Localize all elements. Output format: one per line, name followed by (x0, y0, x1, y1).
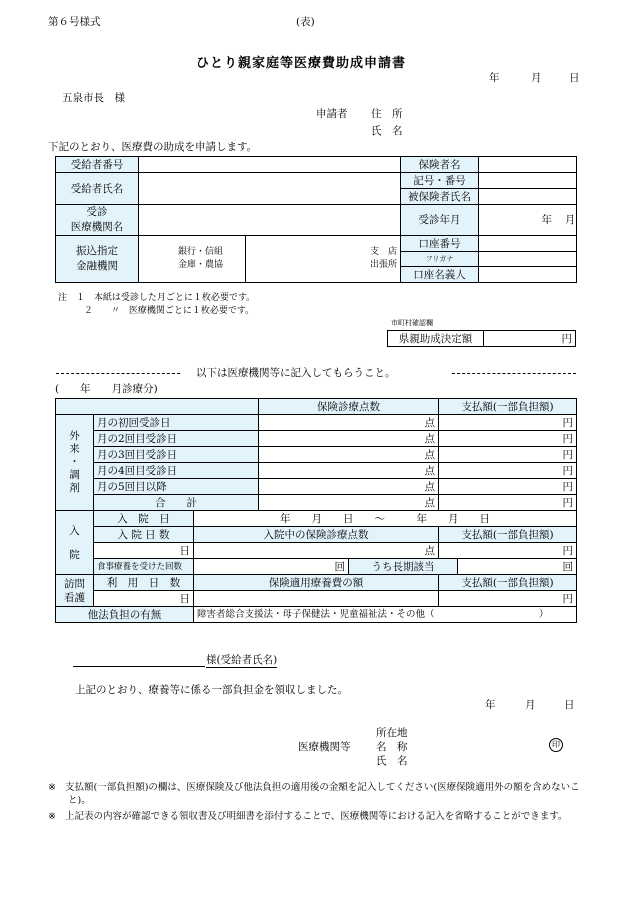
usage-days-field[interactable] (94, 591, 194, 607)
outpatient-row-1-label: 月の初回受診日 (94, 415, 259, 431)
note-2-text: 医療機関ごとに１枚必要です。 (128, 306, 255, 316)
receipt-date-month: 月 (525, 699, 536, 711)
other-burden-label: 他法負担の有無 (56, 607, 194, 623)
note-1-mark: 注 １ (58, 293, 86, 303)
outpatient-row-5-label: 月の5回目以降 (94, 479, 259, 495)
symbol-number-field[interactable] (479, 173, 577, 189)
bank-type-1: 銀行・信組 (177, 247, 223, 257)
seal-mark: 印 (549, 738, 563, 752)
inpatient-char-2: 院 (69, 548, 80, 561)
city-check-table (387, 330, 576, 347)
visit-month-field[interactable] (479, 205, 577, 236)
institution-label: 医療機関等 (298, 741, 351, 753)
date-day: 日 (569, 72, 580, 84)
outpatient-row-2-points[interactable] (259, 431, 439, 447)
insured-name-field[interactable] (479, 189, 577, 205)
times-unit: 回 (334, 560, 346, 573)
outpatient-row-4-points[interactable] (259, 463, 439, 479)
point-unit: 点 (424, 480, 436, 493)
outpatient-row-2-label: 月の2回目受診日 (94, 431, 259, 447)
bank-name-field[interactable] (139, 236, 246, 283)
clinic-label-line1: 受診 (86, 206, 108, 218)
point-unit: 点 (424, 448, 436, 461)
outpatient-row-1-points[interactable] (259, 415, 439, 431)
inpatient-days-label: 入 院 日 数 (94, 527, 194, 543)
outpatient-row-5-payment[interactable] (439, 479, 577, 495)
col-points-header: 保険診療点数 (259, 399, 439, 415)
inpatient-char-1: 入 (69, 524, 80, 537)
yen-unit: 円 (562, 480, 574, 493)
clinic-label-line2: 医療機関名 (70, 221, 124, 233)
usage-days-label: 利 用 日 数 (94, 575, 194, 591)
long-term-label: うち長期該当 (349, 559, 458, 575)
prefectural-amount-label: 県親助成決定額 (388, 331, 484, 347)
receipt-date-year: 年 (485, 699, 496, 711)
outpatient-char-5: 剤 (69, 482, 80, 494)
outpatient-total-label: 合 計 (94, 495, 259, 511)
branch-field[interactable] (246, 236, 401, 283)
outpatient-char-4: 調 (69, 469, 80, 481)
note-1 (58, 290, 255, 303)
account-holder-field[interactable] (479, 267, 577, 283)
period-label: ( 年 月診療分) (55, 383, 158, 395)
outpatient-row-3-label: 月の3回目受診日 (94, 447, 259, 463)
applicant-label: 申請者 (316, 108, 348, 120)
outpatient-group-label (56, 415, 94, 511)
outpatient-char-1: 外 (69, 430, 80, 442)
medical-header-blank (56, 399, 259, 415)
receipt-date-day: 日 (564, 699, 575, 711)
divider-text: 以下は医療機関等に記入してもらうこと。 (196, 367, 396, 379)
recipient-name-line[interactable] (73, 666, 205, 667)
col-payment-header: 支払額(一部負担額) (439, 399, 577, 415)
outpatient-row-2-payment[interactable] (439, 431, 577, 447)
recipient-no-label: 受給者番号 (56, 157, 139, 173)
outpatient-row-4-label: 月の4回目受診日 (94, 463, 259, 479)
bank-label-line2: 金融機関 (76, 260, 118, 272)
outpatient-char-3: ・ (69, 456, 80, 468)
covered-amount-label: 保険適用療養費の額 (194, 575, 439, 591)
note-2 (84, 303, 254, 316)
recipient-no-field[interactable] (139, 157, 401, 173)
symbol-number-label: 記号・番号 (401, 173, 479, 189)
account-no-field[interactable] (479, 236, 577, 252)
insurer-name-label: 保険者名 (401, 157, 479, 173)
page-title: ひとり親家庭等医療費助成申請書 (196, 56, 407, 71)
footnote-2-text: 上記表の内容が確認できる領収書及び明細書を添付することで、医療機関等における記入を省略することができます。 (65, 811, 568, 822)
prefectural-amount-unit: 円 (561, 332, 572, 345)
outpatient-row-4-payment[interactable] (439, 463, 577, 479)
yen-unit: 円 (562, 496, 574, 509)
inpatient-days-field[interactable] (94, 543, 194, 559)
outpatient-row-3-payment[interactable] (439, 447, 577, 463)
inpatient-group-label (56, 511, 94, 575)
times-unit: 回 (562, 560, 574, 573)
inpatient-points-field[interactable] (194, 543, 439, 559)
medical-table (55, 398, 577, 623)
inpatient-points-label: 入院中の保険診療点数 (194, 527, 439, 543)
homecare-payment-field[interactable] (439, 591, 577, 607)
visit-year-unit: 年 (541, 214, 552, 226)
outpatient-char-2: 来 (69, 443, 80, 455)
institution-rep-label: 氏 名 (376, 755, 408, 767)
day-unit: 日 (179, 592, 190, 605)
branch-type-2: 出張所 (369, 260, 397, 270)
footnote-1-mark: ※ (48, 782, 56, 793)
divider-line-right (452, 373, 576, 374)
point-unit: 点 (424, 432, 436, 445)
insured-name-label: 被保険者氏名 (401, 189, 479, 205)
account-holder-label: 口座名義人 (401, 267, 479, 283)
furigana-field[interactable] (479, 252, 577, 267)
admission-date-label: 入 院 日 (94, 511, 194, 527)
yen-unit: 円 (562, 592, 574, 605)
date-month: 月 (531, 72, 542, 84)
city-check-label: 市町村確認欄 (391, 319, 433, 327)
yen-unit: 円 (562, 464, 574, 477)
footnote-1-text: 支払額(一部負担額)の欄は、医療保険及び他法負担の適用後の金額を記入してください(医療保険適用外の額を含めないこと)。 (65, 782, 580, 806)
clinic-name-field[interactable] (139, 205, 401, 236)
addressee: 五泉市長 様 (62, 92, 125, 104)
homecare-line-2: 看護 (64, 591, 85, 604)
date-year: 年 (489, 72, 500, 84)
meals-field[interactable] (194, 559, 349, 575)
point-unit: 点 (424, 416, 436, 429)
point-unit: 点 (424, 544, 436, 557)
inpatient-payment-label: 支払額(一部負担額) (439, 527, 577, 543)
applicant-address-label: 住 所 (371, 108, 403, 120)
meals-label: 食事療養を受けた回数 (94, 559, 194, 575)
account-no-label: 口座番号 (401, 236, 479, 252)
insurer-name-field[interactable] (479, 157, 577, 173)
long-term-field[interactable] (458, 559, 577, 575)
outpatient-total-payment[interactable] (439, 495, 577, 511)
yen-unit: 円 (562, 416, 574, 429)
furigana-label: フリガナ (401, 252, 479, 267)
note-1-text: 本紙は受診した月ごとに１枚必要です。 (93, 293, 256, 303)
bank-label-line1: 振込指定 (76, 245, 118, 257)
day-unit: 日 (179, 544, 190, 557)
institution-name-label: 名 称 (376, 741, 408, 753)
intro-text: 下記のとおり、医療費の助成を申請します。 (48, 141, 258, 153)
point-unit: 点 (424, 496, 436, 509)
admission-date-range[interactable]: 年 月 日 ～ 年 月 日 (194, 511, 577, 527)
homecare-payment-label: 支払額(一部負担額) (439, 575, 577, 591)
bank-label (56, 236, 139, 283)
outpatient-row-3-points[interactable] (259, 447, 439, 463)
note-2-mark: ２ 〃 (84, 306, 121, 316)
yen-unit: 円 (562, 448, 574, 461)
homecare-group-label (56, 575, 94, 607)
footnote-2-mark: ※ (48, 811, 56, 822)
receipt-statement: 上記のとおり、療養等に係る一部負担金を領収しました。 (75, 684, 348, 696)
visit-month-label: 受診年月 (401, 205, 479, 236)
recipient-name-field[interactable] (139, 173, 401, 205)
application-table (55, 156, 577, 283)
footnote-1 (48, 781, 588, 807)
divider-line-left (56, 373, 180, 374)
institution-location-label: 所在地 (376, 727, 408, 739)
recipient-suffix: 様(受給者氏名) (206, 654, 278, 666)
bank-type-2: 金庫・農協 (177, 260, 223, 270)
applicant-name-label: 氏 名 (371, 125, 403, 137)
seal-icon (549, 738, 563, 752)
outpatient-total-points[interactable] (259, 495, 439, 511)
branch-type-1: 支 店 (369, 247, 397, 257)
form-side: (表) (296, 16, 315, 28)
visit-month-unit: 月 (564, 214, 576, 226)
other-burden-options[interactable]: 障害者総合支援法・母子保健法・児童福祉法・その他（ ） (194, 607, 577, 623)
yen-unit: 円 (562, 544, 574, 557)
clinic-label (56, 205, 139, 236)
inpatient-payment-field[interactable] (439, 543, 577, 559)
homecare-line-1: 訪問 (64, 577, 85, 590)
outpatient-row-1-payment[interactable] (439, 415, 577, 431)
prefectural-amount-field[interactable] (484, 331, 576, 347)
footnote-2 (48, 810, 588, 823)
yen-unit: 円 (562, 432, 574, 445)
point-unit: 点 (424, 464, 436, 477)
covered-amount-field[interactable] (194, 591, 439, 607)
outpatient-row-5-points[interactable] (259, 479, 439, 495)
recipient-name-label: 受給者氏名 (56, 173, 139, 205)
form-number: 第６号様式 (48, 16, 101, 28)
